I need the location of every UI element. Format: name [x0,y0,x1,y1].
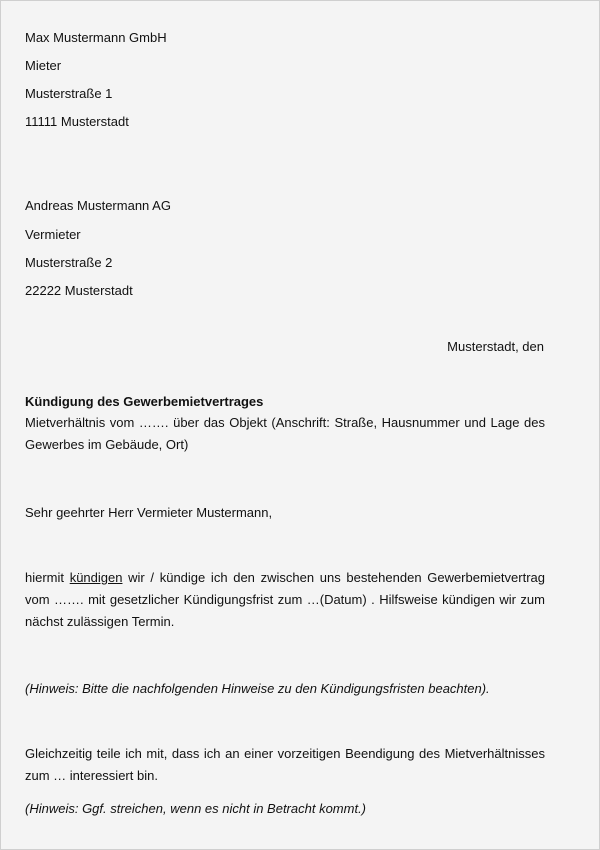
recipient-street: Musterstraße 2 [25,255,113,270]
kuendigen-link[interactable]: kündigen [69,570,123,585]
recipient-city: 22222 Musterstadt [25,283,133,298]
subject-title: Kündigung des Gewerbemietvertrages [25,394,264,409]
hint-note-2: (Hinweis: Ggf. streichen, wenn es nicht in Betracht kommt.) [25,801,367,816]
salutation: Sehr geehrter Herr Vermieter Mustermann, [25,505,273,520]
sender-role: Mieter [25,58,62,73]
sender-name: Max Mustermann GmbH [25,30,167,45]
hint-note-1: (Hinweis: Bitte die nachfolgenden Hinweise zu den Kündigungsfristen beachten). [25,681,490,696]
sender-street: Musterstraße 1 [25,86,113,101]
recipient-name: Andreas Mustermann AG [25,198,171,213]
place-date: Musterstadt, den [447,339,544,354]
body-paragraph-1 [25,567,545,633]
body-p1-prefix: hiermit [25,570,70,585]
subject-detail: Mietverhältnis vom ……. über das Objekt (Anschrift: Straße, Hausnummer und Lage des Gewerbes im Gebäude, Ort) [25,415,545,452]
body-p1-rest: wir / kündige ich den zwischen uns bestehenden Gewerbemietvertrag vom ……. mit gesetzlicher Kündigungsfrist zum …(Datum) . Hilfsweise kündigen wir zum nächst zulässigen Termin. [25,570,545,629]
recipient-role: Vermieter [25,227,81,242]
body-paragraph-2: Gleichzeitig teile ich mit, dass ich an einer vorzeitigen Beendigung des Mietverhältnisses zum … interessiert bin. [25,746,545,783]
sender-city: 11111 Musterstadt [25,114,129,129]
